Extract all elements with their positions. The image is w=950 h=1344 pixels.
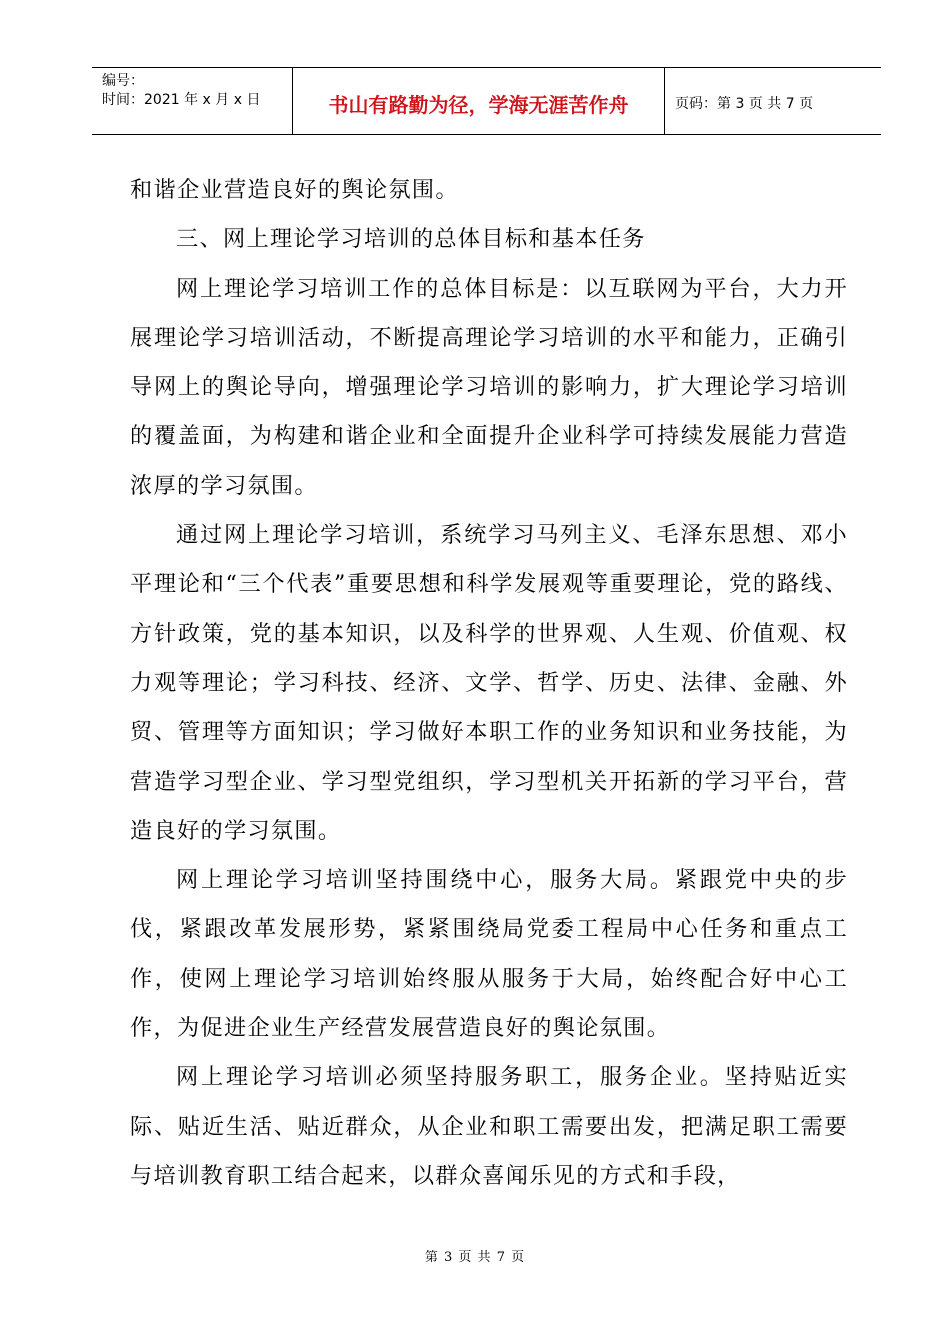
page-footer: 第 3 页 共 7 页 xyxy=(424,1250,526,1265)
paragraph-5: 网上理论学习培训必须坚持服务职工，服务企业。坚持贴近实际、贴近生活、贴近群众，从企业和职工需要出发，把满足职工需要与培训教育职工结合起来，以群众喜闻乐见的方式和手段， xyxy=(130,1064,848,1189)
time-label: 时间：2021 年 x 月 x 日 xyxy=(102,92,261,108)
document-body xyxy=(130,166,848,1201)
header-motto: 书山有路勤为径，学海无涯苦作舟 xyxy=(293,68,665,134)
page-header xyxy=(92,67,881,135)
paragraph-1: 和谐企业营造良好的舆论氛围。 xyxy=(130,177,459,203)
paragraph-2: 网上理论学习培训工作的总体目标是：以互联网为平台，大力开展理论学习培训活动，不断提高理论学习培训的水平和能力，正确引导网上的舆论导向，增强理论学习培训的影响力，扩大理论学习培训的覆盖面，为构建和谐企业和全面提升企业科学可持续发展能力营造浓厚的学习氛围。 xyxy=(130,275,848,499)
paragraph-3: 通过网上理论学习培训，系统学习马列主义、毛泽东思想、邓小平理论和“三个代表”重要思想和科学发展观等重要理论，党的路线、方针政策，党的基本知识，以及科学的世界观、人生观、价值观、权力观等理论；学习科技、经济、文学、哲学、历史、法律、金融、外贸、管理等方面知识；学习做好本职工作的业务知识和业务技能，为营造学习型企业、学习型党组织，学习型机关开拓新的学习平台，营造良好的学习氛围。 xyxy=(130,522,848,844)
header-meta xyxy=(92,68,293,134)
paragraph-4: 网上理论学习培训坚持围绕中心，服务大局。紧跟党中央的步伐，紧跟改革发展形势，紧紧围绕局党委工程局中心任务和重点工作，使网上理论学习培训始终服从服务于大局，始终配合好中心工作，为促进企业生产经营发展营造良好的舆论氛围。 xyxy=(130,867,848,1042)
header-page-info: 页码：第 3 页 共 7 页 xyxy=(675,96,814,112)
section-heading: 三、网上理论学习培训的总体目标和基本任务 xyxy=(176,226,646,253)
number-label: 编号： xyxy=(102,73,144,89)
